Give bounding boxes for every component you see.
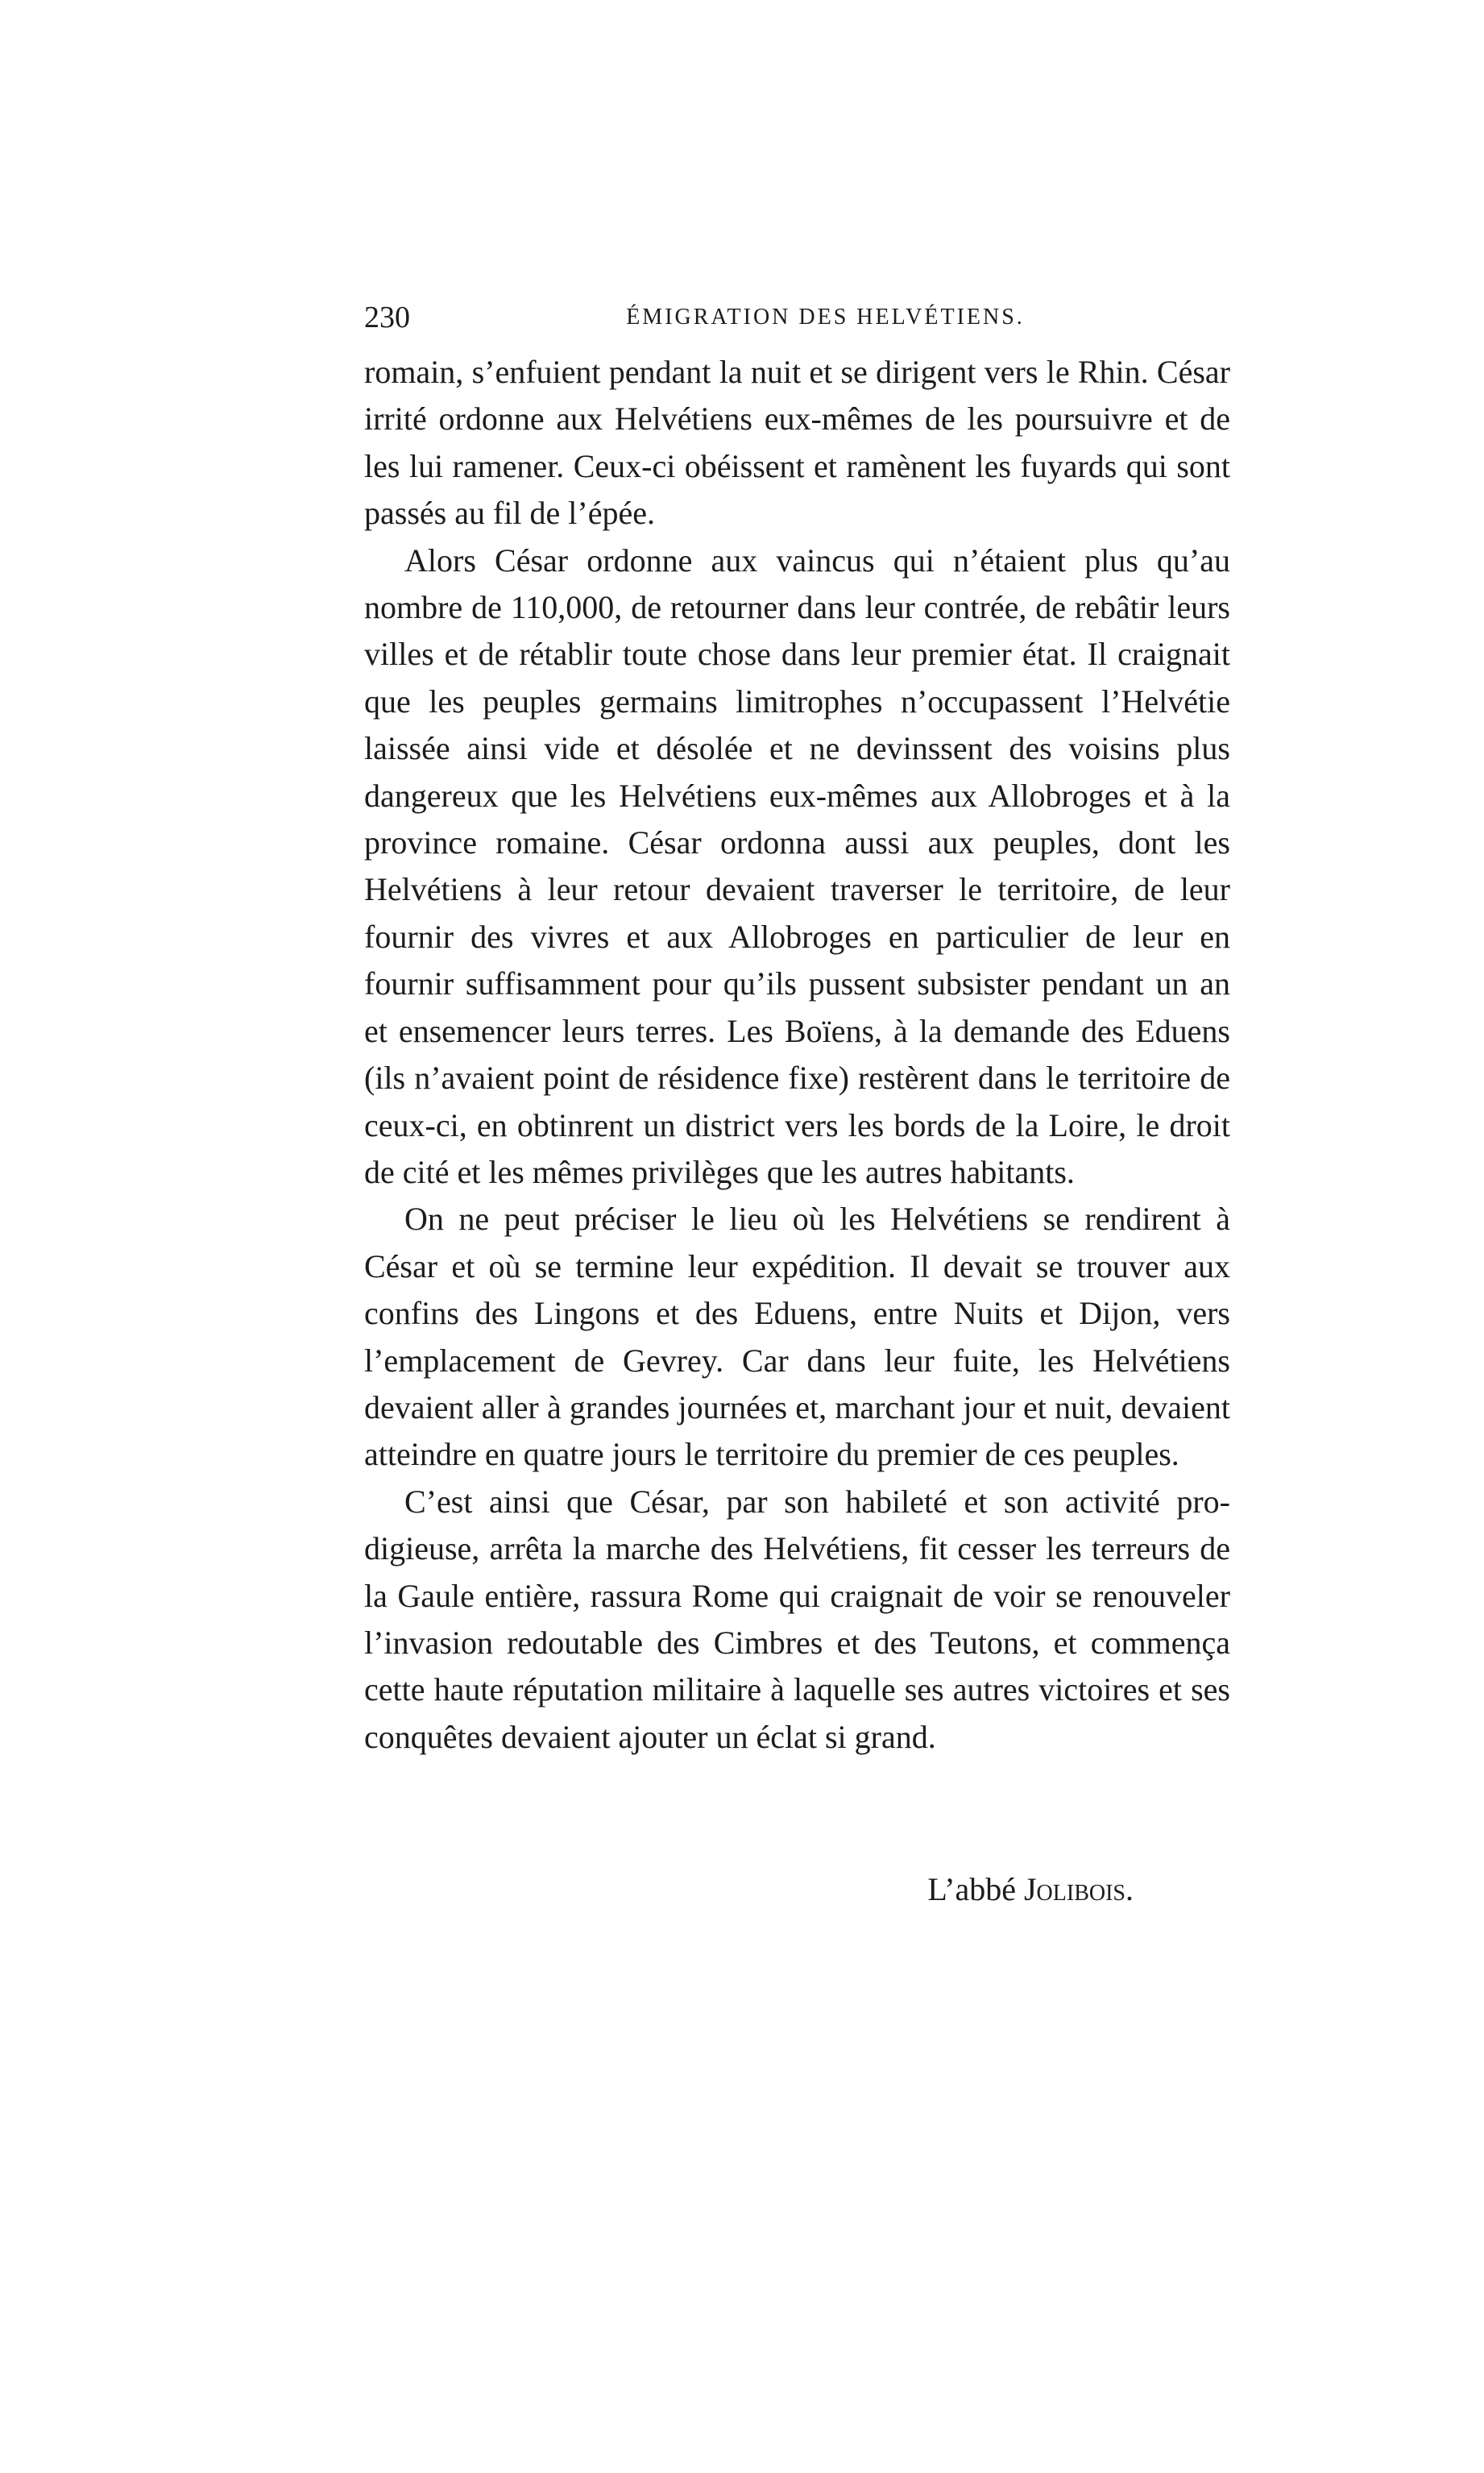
running-title: ÉMIGRATION DES HELVÉTIENS. xyxy=(626,305,1025,330)
paragraph-conclusion: C’est ainsi que César, par son habileté et son activité prodigieuse, arrêta la marche des Helvétiens, fit cesser les terreurs de la Gaule entière, rassura Rome qui craignait de voir se renouveler l’invasion redoutable des Cimbres et des Teutons, et commença cette haute réputation militaire à laquelle ses autres victoires et ses conquêtes devaient ajouter un éclat si grand. xyxy=(364,1483,1230,1755)
paragraph-location: On ne peut préciser le lieu où les Helvétiens se rendirent à César et où se termine leur expédition. Il devait se trouver aux confins des Lingons et des Eduens, entre Nuits et Dijon, vers l’emplacement de Gevrey. Car dans leur fuite, les Helvétiens devaient aller à grandes journées et, marchant jour et nuit, devaient atteindre en quatre jours le territoire du premier de ces peuples. xyxy=(364,1201,1230,1473)
body-text xyxy=(364,349,1230,1761)
signature-prefix: L’abbé xyxy=(927,1871,1016,1907)
signature-name: Jolibois. xyxy=(1023,1871,1134,1907)
paragraph-return-order: Alors César ordonne aux vaincus qui n’étaient plus qu’au nombre de 110,000, de retourner dans leur contrée, de rebâtir leurs villes et de rétablir toute chose dans leur premier état. Il craignait que les peuples germains limitrophes n’occupassent l’Helvétie laissée ainsi vide et désolée et ne devinssent des voisins plus dangereux que les Helvétiens eux-mêmes aux Allobroges et à la province romaine. César ordonna aussi aux peuples, dont les Helvétiens à leur retour devaient traverser le territoire, de leur fournir des vivres et aux Allobroges en particulier de leur en fournir suffisamment pour qu’ils pussent subsister pendant un an et ensemencer leurs terres. Les Boïens, à la demande des Eduens (ils n’avaient point de résidence fixe) restèrent dans le territoire de ceux-ci, en obtinrent un district vers les bords de la Loire, le droit de cité et les mêmes privilèges que les autres habitants. xyxy=(364,541,1230,1190)
page-number: 230 xyxy=(364,301,410,334)
paragraph-continuation: romain, s’enfuient pendant la nuit et se dirigent vers le Rhin. César irrité ordonne aux Helvétiens eux-mêmes de les poursuivre et de les lui ramener. Ceux-ci obéissent et ramènent les fuyards qui sont passés au fil de l’épée. xyxy=(364,354,1230,532)
running-head xyxy=(364,293,1230,342)
author-signature xyxy=(364,1866,1134,1913)
